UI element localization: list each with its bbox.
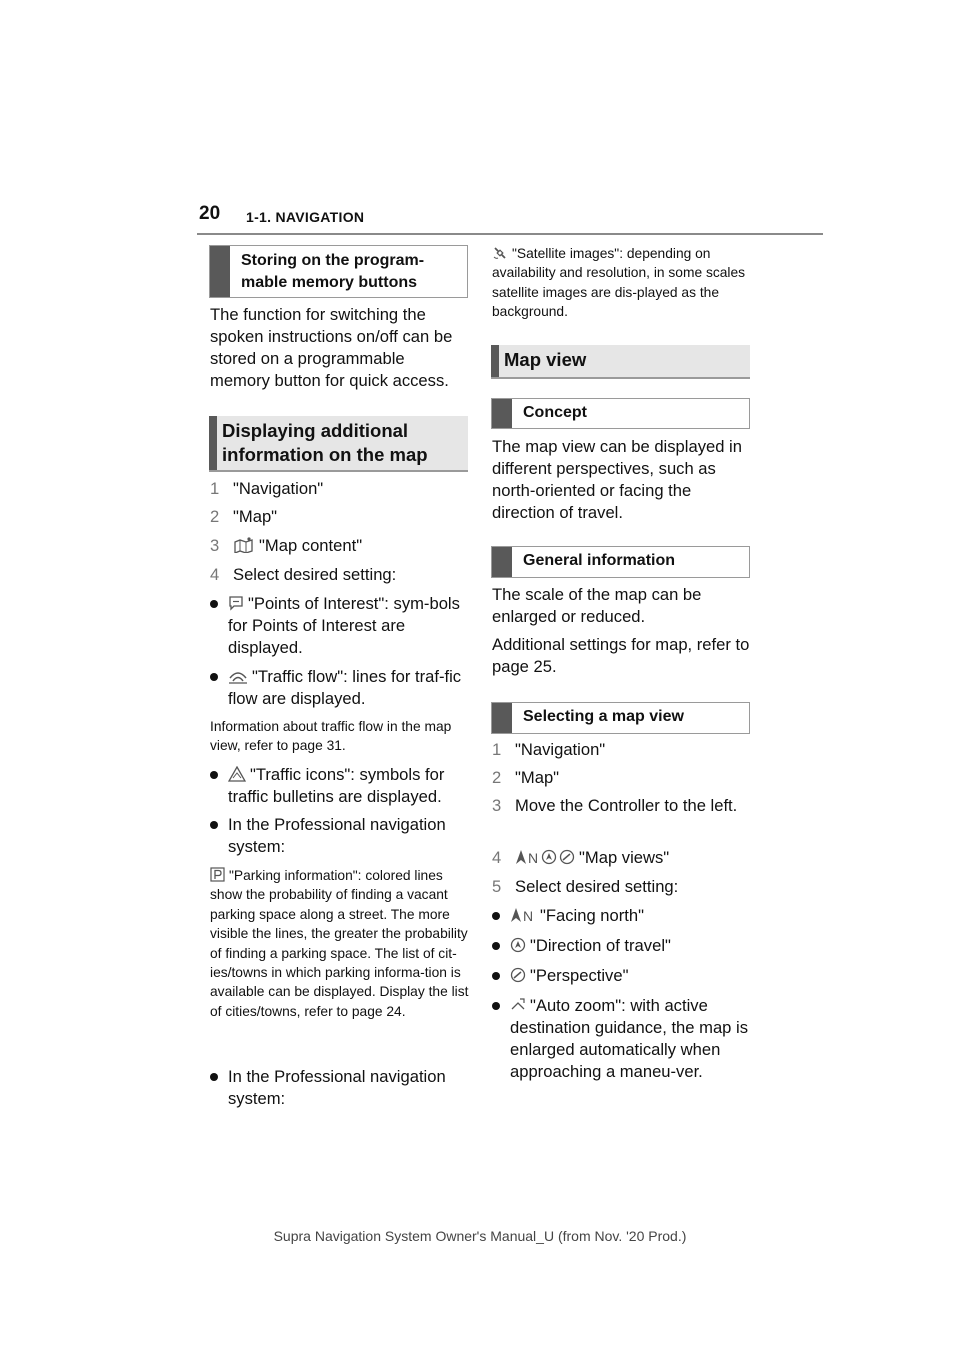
- map-views-icon: [515, 849, 575, 865]
- traffic-flow-icon: [228, 668, 248, 684]
- svg-text:N: N: [523, 908, 534, 923]
- page-footer: Supra Navigation System Owner's Manual_U (from Nov. '20 Prod.): [273, 1228, 687, 1244]
- general-paragraph-2: Additional settings for map, refer to page 25.: [492, 635, 750, 676]
- page-number: 20: [199, 203, 221, 224]
- satellite-images-note: "Satellite images": depending on availability and resolution, in some scales satellite images are dis-played as the background.: [492, 246, 746, 320]
- traffic-flow-note: Information about traffic flow in the map view, refer to page 31.: [210, 719, 452, 754]
- section-title: 1-1. NAVIGATION: [246, 209, 365, 225]
- perspective-icon: [510, 967, 526, 983]
- concept-paragraph: The map view can be displayed in different perspectives, such as north-oriented or facing the direction of travel.: [492, 437, 742, 522]
- direction-of-travel-icon: [510, 937, 526, 953]
- heading-storing-memory-buttons: Storing on the program-mable memory buttons: [209, 245, 468, 298]
- parking-information-note: "Parking information": colored lines show the probability of finding a vacant parking space along a street. The more visible the lines, the greater the probability of finding a parking space. The list of cit-ies/towns in which parking informa-tion is available can be displayed. Display the list of cities/towns, refer to page 24.: [210, 868, 469, 1019]
- parking-icon: [210, 867, 225, 882]
- svg-text:N: N: [528, 850, 539, 865]
- heading-displaying-additional-info: Displaying additional information on the map: [209, 416, 468, 472]
- satellite-icon: [492, 245, 508, 260]
- facing-north-icon: [510, 907, 536, 923]
- heading-map-view: Map view: [491, 345, 750, 379]
- auto-zoom-icon: [510, 997, 526, 1013]
- header-divider: [197, 233, 823, 235]
- points-of-interest-icon: [228, 595, 244, 611]
- map-content-icon: [233, 537, 255, 553]
- storing-paragraph: The function for switching the spoken instructions on/off can be stored on a programmable memory button for quick access.: [210, 305, 453, 390]
- heading-selecting-map-view: Selecting a map view: [491, 702, 750, 734]
- heading-general-information: General information: [491, 546, 750, 578]
- heading-concept: Concept: [491, 398, 750, 429]
- general-paragraph-1: The scale of the map can be enlarged or reduced.: [492, 585, 702, 626]
- traffic-icons-icon: [228, 766, 246, 782]
